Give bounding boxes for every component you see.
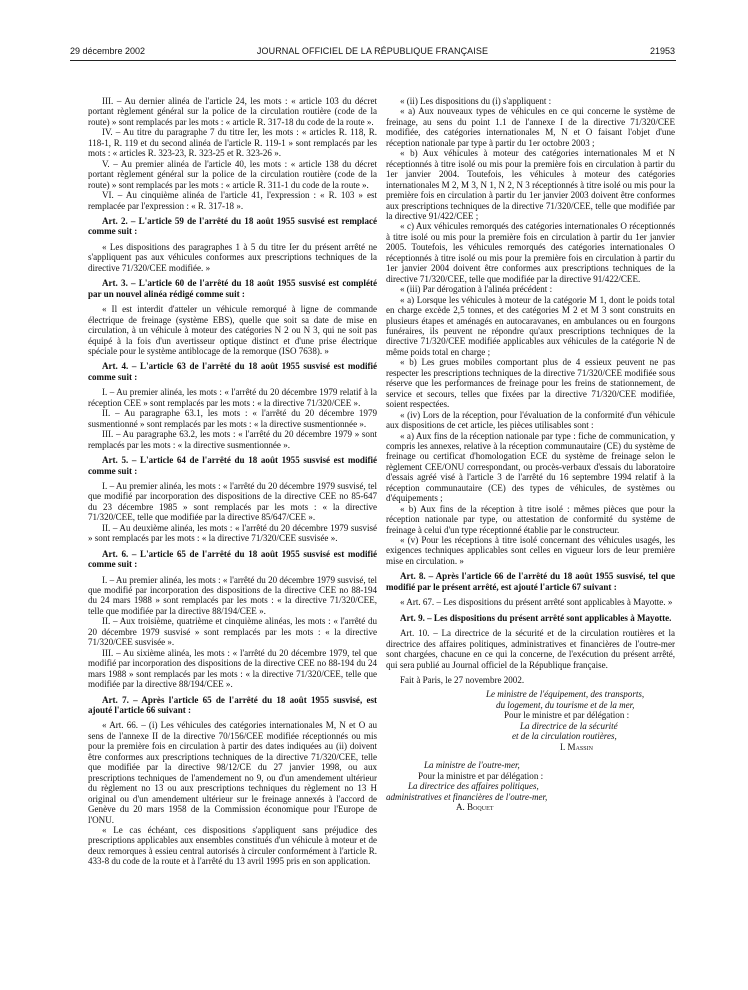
article-heading: Art. 4. – L'article 63 de l'arrêté du 18 août 1955 susvisé est modifié comme suit : bbox=[88, 361, 377, 382]
signature-line: La ministre de l'outre-mer, bbox=[424, 760, 520, 771]
paragraph: VI. – Au cinquième alinéa de l'article 41, l'expression : « R. 103 » est remplacée par l'expression : « R. 317-18 ». bbox=[88, 190, 377, 211]
article-heading: Art. 7. – Après l'article 65 de l'arrêté du 18 août 1955 susvisé, est ajouté l'article 66 suivant : bbox=[88, 694, 377, 716]
paragraph: II. – Au deuxième alinéa, les mots : « l'arrêté du 20 décembre 1979 susvisé » sont remplacés par les mots : « la directive 71/320/CEE susvisée ». bbox=[88, 522, 377, 544]
journal-title: JOURNAL OFFICIEL DE LA RÉPUBLIQUE FRANÇAISE bbox=[256, 46, 489, 56]
article-heading: Art. 5. – L'article 64 de l'arrêté du 18 août 1955 susvisé est modifié comme suit : bbox=[88, 455, 377, 476]
signature-line: administratives et financières de l'outre-mer, bbox=[386, 791, 548, 802]
article-heading: Art. 6. – L'article 65 de l'arrêté du 18 août 1955 susvisé est modifié comme suit : bbox=[88, 548, 377, 570]
signatory-name: A. Boquet bbox=[456, 802, 494, 812]
date-place-line: Fait à Paris, le 27 novembre 2002. bbox=[400, 675, 525, 686]
paragraph: III. – Au paragraphe 63.2, les mots : « l'arrêté du 20 décembre 1979 » sont remplacés par les mots : « la directive susmentionnée ». bbox=[88, 429, 377, 450]
page-number: 21953 bbox=[649, 46, 675, 56]
paragraph: « Le cas échéant, ces dispositions s'appliquent sans préjudice des prescriptions applicables aux ensembles constitués d'un véhicule à moteur et de deux remorques à essieu central autorisés à circuler conformément à l'article R. 433-8 du code de la route et à l'arrêté du 13 avril 1995 pris en son application. bbox=[88, 825, 377, 867]
paragraph: « b) Les grues mobiles comportant plus de 4 essieux peuvent ne pas respecter les prescriptions techniques de la directive 71/320/CEE modifiée sous réserve que les performances de freinage pour les freins de stationnement, de service et secours, telles que fixées par la directive 71/320/CEE modifiée, soient respectées. bbox=[386, 357, 675, 410]
signature-block-2 bbox=[386, 760, 675, 812]
header-date: 29 décembre 2002 bbox=[70, 46, 146, 56]
paragraph: « (iv) Lors de la réception, pour l'évaluation de la conformité d'un véhicule aux dispositions de cet article, les pièces utilisables sont : bbox=[386, 409, 675, 431]
signature-line: Pour la ministre et par délégation : bbox=[418, 770, 544, 781]
paragraph: « a) Aux fins de la réception nationale par type : fiche de communication, y compris les annexes, relative à la réception communautaire (CE) du système de freinage ou certificat d'homologation ECE du système de freinage selon le règlement CEE/ONU correspondant, ou procès-verbaux d'essais du laboratoire d'essais agréé visé à l'article 3 de l'arrêté du 16 septembre 1994 relatif à la réception communautaire (CE) des types de véhicules, de systèmes ou d'équipements ; bbox=[386, 430, 675, 504]
paragraph: « Art. 66. – (i) Les véhicules des catégories internationales M, N et O au sens de l'annexe II de la directive 70/156/CEE modifiée réceptionnés ou mis pour la première fois en circulation à partir des dates indiquées au (ii) doivent être conformes aux prescriptions techniques de la directive 71/320/CEE, telle que modifiée par la directive 98/12/CE du 27 janvier 1998, ou aux prescriptions techniques de l'amendement no 9, ou d'un amendement ultérieur du règlement no 13 ou aux prescriptions techniques du règlement no 13 H original ou d'un amendement ultérieur sur le freinage annexés à l'accord de Genève du 20 mars 1958 de la Commission économique pour l'Europe de l'ONU. bbox=[88, 720, 377, 825]
paragraph: I. – Au premier alinéa, les mots : « l'arrêté du 20 décembre 1979 susvisé, tel que modifié par incorporation des dispositions de la directive CEE no 88-194 du 24 mars 1988 » sont remplacés par les mots : « la directive 71/320/CEE, telle que modifiée par la directive 88/194/CEE ». bbox=[88, 574, 377, 616]
paragraph: I. – Au premier alinéa, les mots : « l'arrêté du 20 décembre 1979 susvisé, tel que modifié par incorporation des dispositions de la directive CEE no 85-647 du 23 décembre 1985 » sont remplacés par les mots : « la directive 71/320/CEE, telle que modifiée par la directive 85/647/CEE ». bbox=[88, 480, 377, 523]
paragraph: III. – Au sixième alinéa, les mots : « l'arrêté du 20 décembre 1979, tel que modifié par incorporation des dispositions de la directive CEE no 88-194 du 24 mars 1988 » sont remplacés par les mots : « la directive 71/320/CEE, telle que modifiée par la directive 88/194/CEE ». bbox=[88, 647, 377, 690]
paragraph: II. – Au paragraphe 63.1, les mots : « l'arrêté du 20 décembre 1979 susmentionné » sont remplacés par les mots : « la directive susmentionnée ». bbox=[88, 408, 377, 429]
page-header bbox=[70, 46, 675, 60]
article-heading: Art. 3. – L'article 60 de l'arrêté du 18 août 1955 susvisé est complété par un nouvel alinéa rédigé comme suit : bbox=[88, 278, 377, 299]
paragraph: « Il est interdit d'atteler un véhicule remorqué à ligne de commande électrique de freinage (système EBS), quelle que soit sa date de mise en circulation, à un véhicule à moteur des catégories N 2 ou N 3, qui ne soit pas équipé à la fois d'un avertisseur optique distinct et d'une prise électrique spéciale pour le système antiblocage de la remorque (ISO 7638). » bbox=[88, 304, 377, 356]
article-heading: Art. 8. – Après l'article 66 de l'arrêté du 18 août 1955 susvisé, tel que modifié par le présent arrêté, est ajouté l'article 67 suivant : bbox=[386, 571, 675, 592]
signature-line: du logement, du tourisme et de la mer, bbox=[496, 699, 635, 710]
paragraph: « (iii) Par dérogation à l'alinéa précédent : bbox=[400, 284, 553, 295]
signature-line: La directrice de la sécurité bbox=[520, 720, 618, 731]
paragraph: « b) Aux véhicules à moteur des catégories internationales M et N réceptionnés à titre isolé ou mis pour la première fois en circulation à partir du 1er janvier 2004. Toutefois, les véhicules à moteur des catégories internationales M 2, M 3, N 1, N 2, N 3 réceptionnés à titre isolé ou mis pour la première fois en circulation à partir du 1er janvier 2003 doivent être conformes aux prescriptions techniques de la directive 71/320/CEE, telle que modifiée par la directive 91/422/CEE ; bbox=[386, 148, 675, 221]
paragraph: « Les dispositions des paragraphes 1 à 5 du titre Ier du présent arrêté ne s'appliquent pas aux véhicules conformes aux prescriptions techniques de la directive 71/320/CEE modifiée. » bbox=[88, 241, 377, 273]
paragraph: « a) Lorsque les véhicules à moteur de la catégorie M 1, dont le poids total en charge excède 2,5 tonnes, et des catégories M 2 et M 3 sont construits en plusieurs étapes et aménagés en autocaravanes, en ambulances ou en fourgons funéraires, ils peuvent ne répondre qu'aux prescriptions techniques de la directive 71/320/CEE modifiée applicables aux véhicules de la catégorie N de même poids total en charge ; bbox=[386, 294, 675, 357]
article-heading: Art. 10. – La directrice de la sécurité et de la circulation routières et la directrice des affaires politiques, administratives et financières de l'outre-mer sont chargées, chacune en ce qui la concerne, de l'exécution du présent arrêté, qui sera publié au Journal officiel de la République française. bbox=[386, 628, 675, 670]
paragraph: II. – Aux troisième, quatrième et cinquième alinéas, les mots : « l'arrêté du 20 décembre 1979 susvisé » sont remplacés par les mots : « la directive 71/320/CEE susvisée ». bbox=[88, 616, 377, 648]
signature-line: Pour le ministre et par délégation : bbox=[504, 710, 630, 721]
paragraph: III. – Au dernier alinéa de l'article 24, les mots : « article 103 du décret portant règlement général sur la police de la circulation routière (code de la route) » sont remplacés par les mots : « article R. 317-18 du code de la route ». bbox=[88, 96, 377, 127]
paragraph: V. – Au premier alinéa de l'article 40, les mots : « article 138 du décret portant règlement général sur la police de la circulation routière (code de la route) » sont remplacés par les mots : « article R. 311-1 du code de la route ». bbox=[88, 158, 377, 190]
header-rule bbox=[70, 60, 676, 61]
signature-line: Le ministre de l'équipement, des transports, bbox=[486, 689, 645, 700]
signature-block-1 bbox=[386, 689, 675, 752]
signature-line: La directrice des affaires politiques, bbox=[408, 781, 539, 792]
paragraph: « a) Aux nouveaux types de véhicules en ce qui concerne le système de freinage, au sens du point 1.1 de l'annexe I de la directive 71/320/CEE modifiée, des catégories internationales M, N et O faisant l'objet d'une réception nationale par type à partir du 1er octobre 2003 ; bbox=[386, 106, 675, 148]
paragraph: I. – Au premier alinéa, les mots : « l'arrêté du 20 décembre 1979 relatif à la réception CEE » sont remplacés par les mots : « la directive 71/320/CEE ». bbox=[88, 387, 377, 408]
paragraph: « c) Aux véhicules remorqués des catégories internationales O réceptionnés à titre isolé ou mis pour la première fois en circulation à partir du 1er janvier 2005. Toutefois, les véhicules remorqués des catégories internationales O réceptionnés à titre isolé ou mis pour la première fois en circulation à partir du 1er janvier 2004 doivent être conformes aux prescriptions techniques de la directive 71/320/CEE, telle que modifiée par la directive 91/422/CEE. bbox=[386, 221, 675, 284]
signatory-name: I. Massin bbox=[560, 741, 593, 752]
paragraph: IV. – Au titre du paragraphe 7 du titre Ier, les mots : « articles R. 118, R. 118-1, R. 119 et du second alinéa de l'article R. 119-1 » sont remplacés par les mots : « articles R. 323-23, R. 323-25 et R. 323-26 ». bbox=[88, 127, 377, 159]
article-heading: Art. 9. – Les dispositions du présent arrêté sont applicables à Mayotte. bbox=[400, 612, 672, 623]
right-column bbox=[386, 96, 675, 812]
left-column bbox=[88, 96, 377, 867]
paragraph: « Art. 67. – Les dispositions du présent arrêté sont applicables à Mayotte. » bbox=[400, 597, 673, 608]
signature-line: et de la circulation routières, bbox=[512, 731, 617, 742]
paragraph: « b) Aux fins de la réception à titre isolé : mêmes pièces que pour la réception nationale par type, ou attestation de conformité du système de freinage à celui d'un type réceptionné établie par le constructeur. bbox=[386, 503, 675, 535]
article-heading: Art. 2. – L'article 59 de l'arrêté du 18 août 1955 susvisé est remplacé comme suit : bbox=[88, 215, 377, 237]
paragraph: « (v) Pour les réceptions à titre isolé concernant des véhicules usagés, les exigences techniques applicables sont celles en vigueur lors de leur première mise en circulation. » bbox=[386, 535, 675, 566]
paragraph: « (ii) Les dispositions du (i) s'appliquent : bbox=[400, 96, 552, 106]
